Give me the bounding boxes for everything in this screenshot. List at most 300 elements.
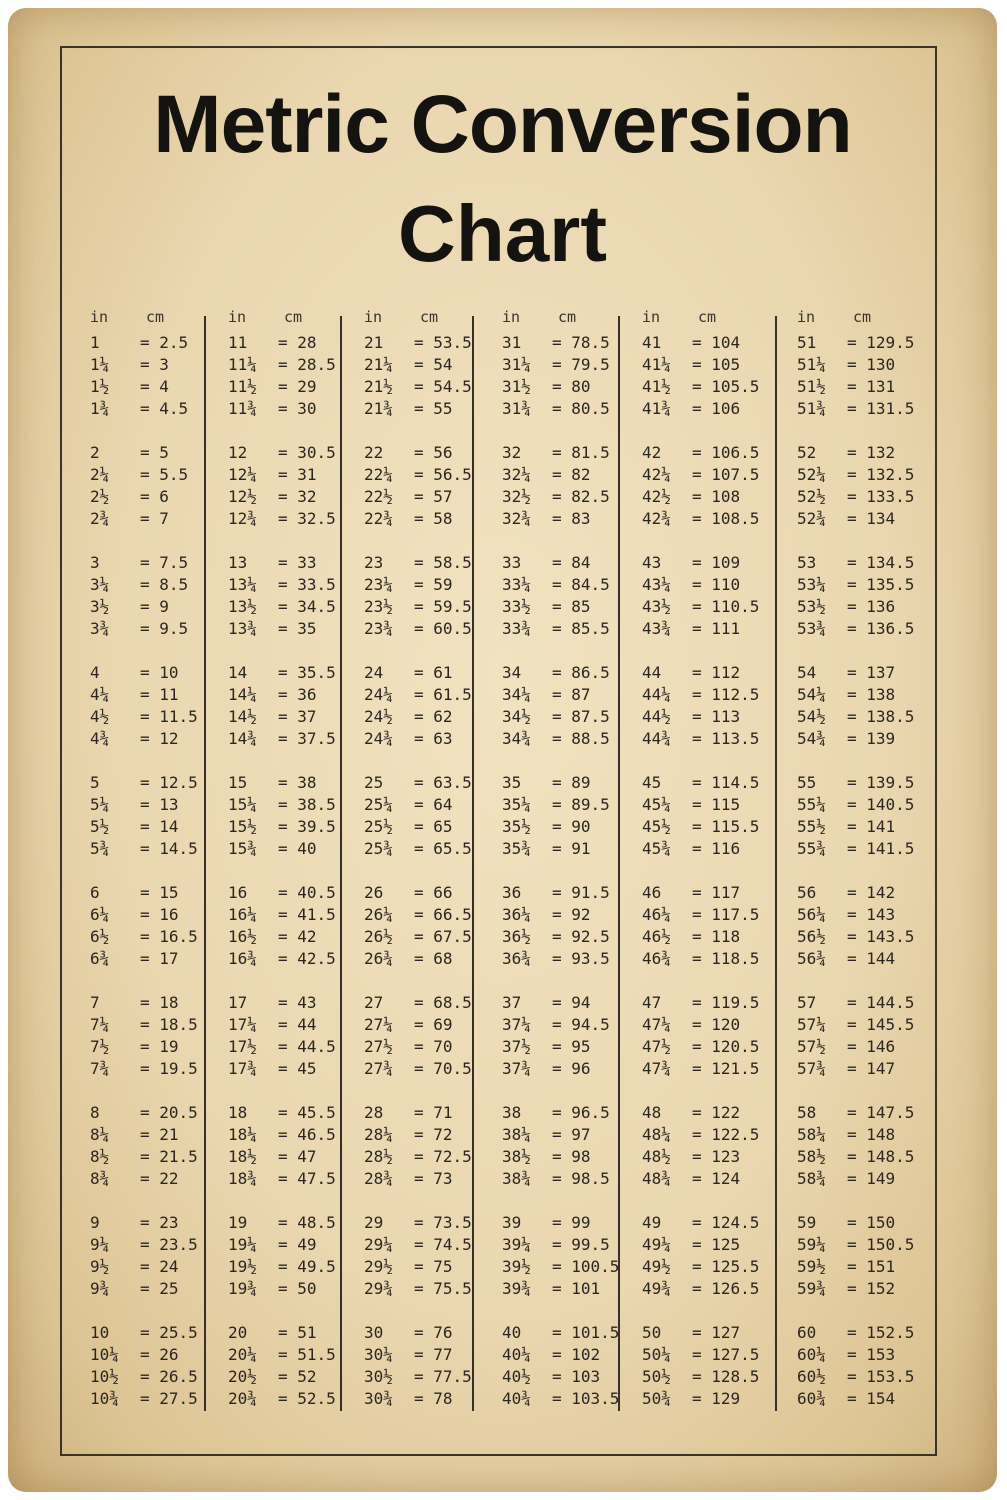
- conversion-column: [642, 308, 762, 1408]
- cm-value: = 22: [140, 1169, 179, 1188]
- inch-value: 20¼: [228, 1345, 257, 1364]
- cm-value: = 83: [552, 509, 591, 528]
- inch-value: 52¼: [797, 465, 826, 484]
- cm-value: = 13: [140, 795, 179, 814]
- inch-value: 29¾: [364, 1279, 393, 1298]
- cm-value: = 51.5: [278, 1345, 336, 1364]
- cm-value: = 91.5: [552, 883, 610, 902]
- cm-value: = 34.5: [278, 597, 336, 616]
- cm-value: = 18.5: [140, 1015, 198, 1034]
- inch-value: 13¾: [228, 619, 257, 638]
- inch-value: 4¾: [90, 729, 110, 748]
- cm-value: = 38.5: [278, 795, 336, 814]
- inch-value: 33: [502, 553, 522, 572]
- cm-value: = 84: [552, 553, 591, 572]
- cm-value: = 54: [414, 355, 453, 374]
- inch-value: 45¼: [642, 795, 671, 814]
- cm-value: = 153.5: [847, 1367, 915, 1386]
- cm-value: = 89: [552, 773, 591, 792]
- cm-value: = 42: [278, 927, 317, 946]
- inch-value: 1¼: [90, 355, 110, 374]
- inch-value: 17½: [228, 1037, 257, 1056]
- inch-value: 9½: [90, 1257, 110, 1276]
- inch-value: 27½: [364, 1037, 393, 1056]
- cm-value: = 130: [847, 355, 896, 374]
- cm-value: = 105: [692, 355, 741, 374]
- cm-value: = 122: [692, 1103, 741, 1122]
- cm-value: = 48.5: [278, 1213, 336, 1232]
- header-in: in: [228, 308, 247, 326]
- inch-value: 24¼: [364, 685, 393, 704]
- inch-value: 51: [797, 333, 817, 352]
- inch-value: 18: [228, 1103, 248, 1122]
- inch-value: 16½: [228, 927, 257, 946]
- cm-value: = 53.5: [414, 333, 472, 352]
- inch-value: 59¾: [797, 1279, 826, 1298]
- cm-value: = 140.5: [847, 795, 915, 814]
- inch-value: 53¾: [797, 619, 826, 638]
- inch-value: 24: [364, 663, 384, 682]
- inch-value: 20½: [228, 1367, 257, 1386]
- inch-value: 46: [642, 883, 662, 902]
- cm-value: = 79.5: [552, 355, 610, 374]
- cm-value: = 103: [552, 1367, 601, 1386]
- cm-value: = 125: [692, 1235, 741, 1254]
- cm-value: = 93.5: [552, 949, 610, 968]
- cm-value: = 9.5: [140, 619, 189, 638]
- cm-value: = 47: [278, 1147, 317, 1166]
- cm-value: = 86.5: [552, 663, 610, 682]
- cm-value: = 10: [140, 663, 179, 682]
- inch-value: 39: [502, 1213, 522, 1232]
- cm-value: = 110: [692, 575, 741, 594]
- inch-value: 22: [364, 443, 384, 462]
- inch-value: 15: [228, 773, 248, 792]
- inch-value: 17¾: [228, 1059, 257, 1078]
- inch-value: 55¼: [797, 795, 826, 814]
- inch-value: 58½: [797, 1147, 826, 1166]
- inch-value: 23½: [364, 597, 393, 616]
- cm-value: = 107.5: [692, 465, 760, 484]
- cm-value: = 65.5: [414, 839, 472, 858]
- inch-value: 21¾: [364, 399, 393, 418]
- cm-value: = 50: [278, 1279, 317, 1298]
- inch-value: 42¼: [642, 465, 671, 484]
- inch-value: 7: [90, 993, 100, 1012]
- inch-value: 51¼: [797, 355, 826, 374]
- conversion-column: [364, 308, 484, 1408]
- cm-value: = 55: [414, 399, 453, 418]
- inch-value: 4: [90, 663, 100, 682]
- cm-value: = 41.5: [278, 905, 336, 924]
- cm-value: = 6: [140, 487, 169, 506]
- inch-value: 32: [502, 443, 522, 462]
- inch-value: 7¾: [90, 1059, 110, 1078]
- inch-value: 52: [797, 443, 817, 462]
- cm-value: = 45.5: [278, 1103, 336, 1122]
- cm-value: = 147: [847, 1059, 896, 1078]
- cm-value: = 4: [140, 377, 169, 396]
- cm-value: = 127: [692, 1323, 741, 1342]
- inch-value: 30½: [364, 1367, 393, 1386]
- cm-value: = 138.5: [847, 707, 915, 726]
- inch-value: 6¾: [90, 949, 110, 968]
- cm-value: = 113.5: [692, 729, 760, 748]
- cm-value: = 120: [692, 1015, 741, 1034]
- cm-value: = 138: [847, 685, 896, 704]
- cm-value: = 42.5: [278, 949, 336, 968]
- cm-value: = 85.5: [552, 619, 610, 638]
- cm-value: = 114.5: [692, 773, 760, 792]
- inch-value: 38½: [502, 1147, 531, 1166]
- cm-value: = 26.5: [140, 1367, 198, 1386]
- cm-value: = 57: [414, 487, 453, 506]
- inch-value: 56½: [797, 927, 826, 946]
- cm-value: = 106.5: [692, 443, 760, 462]
- cm-value: = 64: [414, 795, 453, 814]
- inch-value: 48: [642, 1103, 662, 1122]
- cm-value: = 94: [552, 993, 591, 1012]
- cm-value: = 137: [847, 663, 896, 682]
- cm-value: = 5: [140, 443, 169, 462]
- inch-value: 24½: [364, 707, 393, 726]
- cm-value: = 136: [847, 597, 896, 616]
- inch-value: 17¼: [228, 1015, 257, 1034]
- cm-value: = 125.5: [692, 1257, 760, 1276]
- cm-value: = 139: [847, 729, 896, 748]
- inch-value: 8: [90, 1103, 100, 1122]
- cm-value: = 82: [552, 465, 591, 484]
- cm-value: = 84.5: [552, 575, 610, 594]
- cm-value: = 2.5: [140, 333, 189, 352]
- cm-value: = 58: [414, 509, 453, 528]
- inch-value: 27¾: [364, 1059, 393, 1078]
- cm-value: = 17: [140, 949, 179, 968]
- inch-value: 27: [364, 993, 384, 1012]
- cm-value: = 92: [552, 905, 591, 924]
- cm-value: = 106: [692, 399, 741, 418]
- cm-value: = 150.5: [847, 1235, 915, 1254]
- conversion-column: [797, 308, 917, 1408]
- cm-value: = 99: [552, 1213, 591, 1232]
- header-cm: cm: [558, 308, 577, 326]
- cm-value: = 129.5: [847, 333, 915, 352]
- cm-value: = 11.5: [140, 707, 198, 726]
- cm-value: = 24: [140, 1257, 179, 1276]
- cm-value: = 5.5: [140, 465, 189, 484]
- inch-value: 57: [797, 993, 817, 1012]
- inch-value: 8½: [90, 1147, 110, 1166]
- inch-value: 60¼: [797, 1345, 826, 1364]
- cm-value: = 30: [278, 399, 317, 418]
- cm-value: = 100.5: [552, 1257, 620, 1276]
- inch-value: 18½: [228, 1147, 257, 1166]
- cm-value: = 121.5: [692, 1059, 760, 1078]
- cm-value: = 63: [414, 729, 453, 748]
- cm-value: = 26: [140, 1345, 179, 1364]
- cm-value: = 148.5: [847, 1147, 915, 1166]
- inch-value: 21¼: [364, 355, 393, 374]
- inch-value: 58: [797, 1103, 817, 1122]
- inch-value: 40½: [502, 1367, 531, 1386]
- cm-value: = 23: [140, 1213, 179, 1232]
- inch-value: 53¼: [797, 575, 826, 594]
- conversion-table: [70, 308, 930, 1418]
- inch-value: 56: [797, 883, 817, 902]
- inch-value: 2: [90, 443, 100, 462]
- header-in: in: [502, 308, 521, 326]
- inch-value: 49¼: [642, 1235, 671, 1254]
- cm-value: = 90: [552, 817, 591, 836]
- cm-value: = 28.5: [278, 355, 336, 374]
- inch-value: 47½: [642, 1037, 671, 1056]
- inch-value: 54½: [797, 707, 826, 726]
- cm-value: = 144.5: [847, 993, 915, 1012]
- cm-value: = 56: [414, 443, 453, 462]
- cm-value: = 40.5: [278, 883, 336, 902]
- cm-value: = 82.5: [552, 487, 610, 506]
- cm-value: = 30.5: [278, 443, 336, 462]
- inch-value: 37¾: [502, 1059, 531, 1078]
- inch-value: 43¼: [642, 575, 671, 594]
- cm-value: = 142: [847, 883, 896, 902]
- inch-value: 42: [642, 443, 662, 462]
- cm-value: = 136.5: [847, 619, 915, 638]
- inch-value: 50: [642, 1323, 662, 1342]
- inch-value: 33½: [502, 597, 531, 616]
- header-in: in: [642, 308, 661, 326]
- cm-value: = 101: [552, 1279, 601, 1298]
- inch-value: 10¼: [90, 1345, 119, 1364]
- inch-value: 15¼: [228, 795, 257, 814]
- cm-value: = 117: [692, 883, 741, 902]
- cm-value: = 139.5: [847, 773, 915, 792]
- cm-value: = 109: [692, 553, 741, 572]
- cm-value: = 12: [140, 729, 179, 748]
- inch-value: 46¼: [642, 905, 671, 924]
- inch-value: 20¾: [228, 1389, 257, 1408]
- cm-value: = 89.5: [552, 795, 610, 814]
- inch-value: 55: [797, 773, 817, 792]
- cm-value: = 103.5: [552, 1389, 620, 1408]
- inch-value: 56¾: [797, 949, 826, 968]
- cm-value: = 59: [414, 575, 453, 594]
- inch-value: 22¾: [364, 509, 393, 528]
- cm-value: = 25: [140, 1279, 179, 1298]
- inch-value: 22½: [364, 487, 393, 506]
- inch-value: 44¼: [642, 685, 671, 704]
- cm-value: = 153: [847, 1345, 896, 1364]
- cm-value: = 45: [278, 1059, 317, 1078]
- inch-value: 49: [642, 1213, 662, 1232]
- inch-value: 19: [228, 1213, 248, 1232]
- cm-value: = 49: [278, 1235, 317, 1254]
- inch-value: 8¼: [90, 1125, 110, 1144]
- inch-value: 40¾: [502, 1389, 531, 1408]
- cm-value: = 25.5: [140, 1323, 198, 1342]
- inch-value: 39¼: [502, 1235, 531, 1254]
- cm-value: = 70.5: [414, 1059, 472, 1078]
- inch-value: 11¼: [228, 355, 257, 374]
- cm-value: = 65: [414, 817, 453, 836]
- cm-value: = 96.5: [552, 1103, 610, 1122]
- cm-value: = 77.5: [414, 1367, 472, 1386]
- inch-value: 20: [228, 1323, 248, 1342]
- inch-value: 35¾: [502, 839, 531, 858]
- cm-value: = 52.5: [278, 1389, 336, 1408]
- inch-value: 35: [502, 773, 522, 792]
- inch-value: 19¾: [228, 1279, 257, 1298]
- inch-value: 39½: [502, 1257, 531, 1276]
- cm-value: = 149: [847, 1169, 896, 1188]
- inch-value: 3¾: [90, 619, 110, 638]
- cm-value: = 135.5: [847, 575, 915, 594]
- inch-value: 36¾: [502, 949, 531, 968]
- inch-value: 57¼: [797, 1015, 826, 1034]
- cm-value: = 72: [414, 1125, 453, 1144]
- inch-value: 19½: [228, 1257, 257, 1276]
- column-divider: [775, 316, 777, 1411]
- inch-value: 27¼: [364, 1015, 393, 1034]
- inch-value: 23¼: [364, 575, 393, 594]
- inch-value: 29½: [364, 1257, 393, 1276]
- inch-value: 25¾: [364, 839, 393, 858]
- inch-value: 45½: [642, 817, 671, 836]
- cm-value: = 32.5: [278, 509, 336, 528]
- inch-value: 25: [364, 773, 384, 792]
- cm-value: = 105.5: [692, 377, 760, 396]
- cm-value: = 75.5: [414, 1279, 472, 1298]
- cm-value: = 120.5: [692, 1037, 760, 1056]
- cm-value: = 18: [140, 993, 179, 1012]
- inch-value: 12: [228, 443, 248, 462]
- header-cm: cm: [420, 308, 439, 326]
- cm-value: = 81.5: [552, 443, 610, 462]
- inch-value: 18¾: [228, 1169, 257, 1188]
- inch-value: 51½: [797, 377, 826, 396]
- inch-value: 48¼: [642, 1125, 671, 1144]
- inch-value: 41½: [642, 377, 671, 396]
- inch-value: 31: [502, 333, 522, 352]
- cm-value: = 123: [692, 1147, 741, 1166]
- cm-value: = 52: [278, 1367, 317, 1386]
- inch-value: 52¾: [797, 509, 826, 528]
- inch-value: 41: [642, 333, 662, 352]
- inch-value: 44½: [642, 707, 671, 726]
- inch-value: 30: [364, 1323, 384, 1342]
- inch-value: 58¼: [797, 1125, 826, 1144]
- inch-value: 32¾: [502, 509, 531, 528]
- inch-value: 35½: [502, 817, 531, 836]
- inch-value: 58¾: [797, 1169, 826, 1188]
- conversion-column: [502, 308, 622, 1408]
- cm-value: = 61: [414, 663, 453, 682]
- inch-value: 2¼: [90, 465, 110, 484]
- cm-value: = 68.5: [414, 993, 472, 1012]
- cm-value: = 76: [414, 1323, 453, 1342]
- cm-value: = 66: [414, 883, 453, 902]
- inch-value: 3: [90, 553, 100, 572]
- cm-value: = 59.5: [414, 597, 472, 616]
- cm-value: = 51: [278, 1323, 317, 1342]
- inch-value: 54: [797, 663, 817, 682]
- inch-value: 43½: [642, 597, 671, 616]
- inch-value: 13¼: [228, 575, 257, 594]
- inch-value: 3½: [90, 597, 110, 616]
- cm-value: = 147.5: [847, 1103, 915, 1122]
- inch-value: 50¾: [642, 1389, 671, 1408]
- cm-value: = 11: [140, 685, 179, 704]
- inch-value: 47: [642, 993, 662, 1012]
- cm-value: = 150: [847, 1213, 896, 1232]
- inch-value: 25½: [364, 817, 393, 836]
- inch-value: 31¼: [502, 355, 531, 374]
- cm-value: = 16: [140, 905, 179, 924]
- inch-value: 10½: [90, 1367, 119, 1386]
- cm-value: = 43: [278, 993, 317, 1012]
- cm-value: = 112: [692, 663, 741, 682]
- cm-value: = 115.5: [692, 817, 760, 836]
- cm-value: = 37.5: [278, 729, 336, 748]
- cm-value: = 152.5: [847, 1323, 915, 1342]
- inch-value: 52½: [797, 487, 826, 506]
- cm-value: = 98.5: [552, 1169, 610, 1188]
- inch-value: 50½: [642, 1367, 671, 1386]
- inch-value: 19¼: [228, 1235, 257, 1254]
- inch-value: 47¼: [642, 1015, 671, 1034]
- inch-value: 32¼: [502, 465, 531, 484]
- inch-value: 26¾: [364, 949, 393, 968]
- inch-value: 11½: [228, 377, 257, 396]
- cm-value: = 73.5: [414, 1213, 472, 1232]
- inch-value: 38: [502, 1103, 522, 1122]
- cm-value: = 4.5: [140, 399, 189, 418]
- inch-value: 51¾: [797, 399, 826, 418]
- cm-value: = 144: [847, 949, 896, 968]
- inch-value: 26½: [364, 927, 393, 946]
- inch-value: 44: [642, 663, 662, 682]
- inch-value: 54¼: [797, 685, 826, 704]
- inch-value: 12¼: [228, 465, 257, 484]
- cm-value: = 3: [140, 355, 169, 374]
- inch-value: 28¾: [364, 1169, 393, 1188]
- cm-value: = 118.5: [692, 949, 760, 968]
- inch-value: 35¼: [502, 795, 531, 814]
- inch-value: 43: [642, 553, 662, 572]
- cm-value: = 60.5: [414, 619, 472, 638]
- inch-value: 6¼: [90, 905, 110, 924]
- cm-value: = 62: [414, 707, 453, 726]
- inch-value: 28¼: [364, 1125, 393, 1144]
- inch-value: 21½: [364, 377, 393, 396]
- header-in: in: [364, 308, 383, 326]
- inch-value: 11: [228, 333, 248, 352]
- inch-value: 14: [228, 663, 248, 682]
- cm-value: = 23.5: [140, 1235, 198, 1254]
- cm-value: = 40: [278, 839, 317, 858]
- cm-value: = 35: [278, 619, 317, 638]
- header-in: in: [90, 308, 109, 326]
- inch-value: 48½: [642, 1147, 671, 1166]
- cm-value: = 113: [692, 707, 741, 726]
- inch-value: 25¼: [364, 795, 393, 814]
- cm-value: = 39.5: [278, 817, 336, 836]
- inch-value: 15¾: [228, 839, 257, 858]
- cm-value: = 19.5: [140, 1059, 198, 1078]
- inch-value: 37¼: [502, 1015, 531, 1034]
- inch-value: 32½: [502, 487, 531, 506]
- cm-value: = 28: [278, 333, 317, 352]
